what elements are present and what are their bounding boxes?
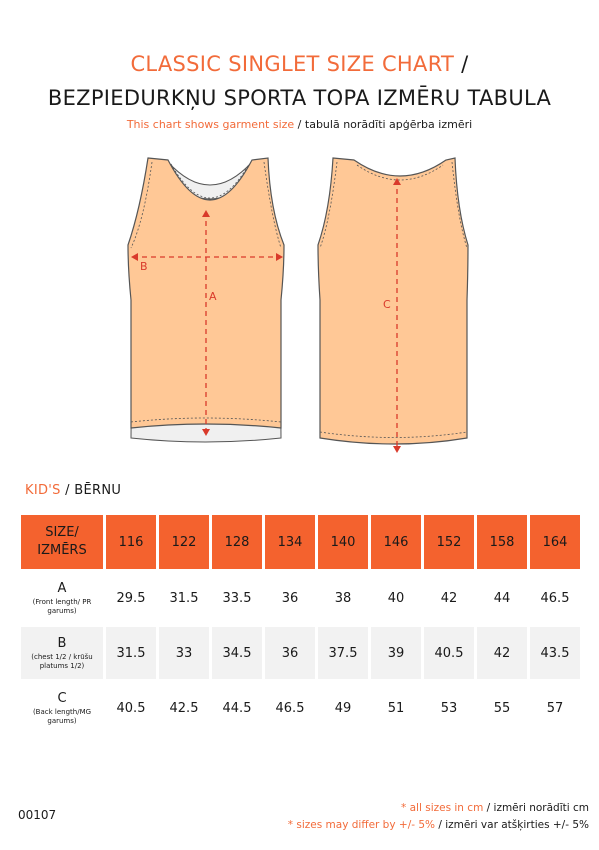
singlet-front-view xyxy=(128,158,284,442)
row-label: C xyxy=(57,690,67,706)
size-header-cell: 158 xyxy=(477,515,527,569)
table-cell: 38 xyxy=(318,572,368,624)
footnote-tolerance xyxy=(288,819,589,831)
footnote-units-english: * all sizes in cm xyxy=(401,802,484,814)
table-cell: 40.5 xyxy=(424,627,474,679)
title-separator: / xyxy=(454,52,469,76)
table-row-c xyxy=(21,682,580,734)
title-latvian: BEZPIEDURKŅU SPORTA TOPA IZMĒRU TABULA xyxy=(47,86,552,110)
singlet-back-body xyxy=(318,158,468,444)
measure-label-a: A xyxy=(209,290,217,303)
table-cell: 33.5 xyxy=(212,572,262,624)
table-cell: 29.5 xyxy=(106,572,156,624)
table-cell: 46.5 xyxy=(530,572,580,624)
row-description: (Front length/ PR garums) xyxy=(32,597,92,615)
table-cell: 57 xyxy=(530,682,580,734)
size-header-cell: 134 xyxy=(265,515,315,569)
size-header-label-en: SIZE/ xyxy=(45,525,79,540)
table-cell: 36 xyxy=(265,627,315,679)
table-row-a xyxy=(21,572,580,624)
measure-label-b: B xyxy=(140,260,148,273)
title-english xyxy=(0,52,599,76)
table-cell: 49 xyxy=(318,682,368,734)
table-cell: 31.5 xyxy=(159,572,209,624)
measure-label-c: C xyxy=(383,298,391,311)
product-code: 00107 xyxy=(18,808,57,822)
table-cell: 42 xyxy=(424,572,474,624)
size-header-cell: 116 xyxy=(106,515,156,569)
table-cell: 33 xyxy=(159,627,209,679)
table-cell: 44 xyxy=(477,572,527,624)
singlet-illustration xyxy=(0,150,599,465)
singlet-back-view xyxy=(318,158,468,453)
title-english-text: CLASSIC SINGLET SIZE CHART xyxy=(130,52,455,76)
table-cell: 36 xyxy=(265,572,315,624)
table-cell: 34.5 xyxy=(212,627,262,679)
size-header-label xyxy=(21,515,103,569)
subtitle-latvian: / tabulā norādīti apģērba izmēri xyxy=(294,118,473,131)
footnote-tolerance-english: * sizes may differ by +/- 5% xyxy=(287,819,436,831)
table-cell: 46.5 xyxy=(265,682,315,734)
size-header-cell: 140 xyxy=(318,515,368,569)
table-cell: 44.5 xyxy=(212,682,262,734)
table-cell: 55 xyxy=(477,682,527,734)
size-header-cell: 146 xyxy=(371,515,421,569)
size-header-cell: 122 xyxy=(159,515,209,569)
table-cell: 40.5 xyxy=(106,682,156,734)
footnote-units xyxy=(401,802,589,814)
row-description: (Back length/MG garums) xyxy=(32,707,92,725)
row-label: A xyxy=(57,580,67,596)
row-header-a xyxy=(21,572,103,624)
subtitle xyxy=(0,118,599,131)
table-cell: 43.5 xyxy=(530,627,580,679)
table-cell: 31.5 xyxy=(106,627,156,679)
table-cell: 37.5 xyxy=(318,627,368,679)
row-label: B xyxy=(57,635,67,651)
size-header-cell: 152 xyxy=(424,515,474,569)
table-cell: 40 xyxy=(371,572,421,624)
table-cell: 51 xyxy=(371,682,421,734)
size-table-header xyxy=(21,515,580,569)
table-cell: 42.5 xyxy=(159,682,209,734)
row-description: (chest 1/2 / krūšu platums 1/2) xyxy=(31,652,93,670)
size-header-label-lv: IZMĒRS xyxy=(37,543,87,558)
subtitle-english: This chart shows garment size xyxy=(126,118,295,131)
row-header-b xyxy=(21,627,103,679)
row-header-c xyxy=(21,682,103,734)
table-cell: 53 xyxy=(424,682,474,734)
section-heading-english: KID'S xyxy=(25,483,61,498)
table-row-b xyxy=(21,627,580,679)
footnote-tolerance-latvian: / izmēri var atšķirties +/- 5% xyxy=(435,819,589,831)
size-header-cell: 164 xyxy=(530,515,580,569)
size-header-cell: 128 xyxy=(212,515,262,569)
size-table xyxy=(18,512,583,737)
footnote-units-latvian: / izmēri norādīti cm xyxy=(483,802,589,814)
table-cell: 39 xyxy=(371,627,421,679)
section-heading xyxy=(25,483,121,498)
section-heading-latvian: / BĒRNU xyxy=(60,483,122,498)
table-cell: 42 xyxy=(477,627,527,679)
